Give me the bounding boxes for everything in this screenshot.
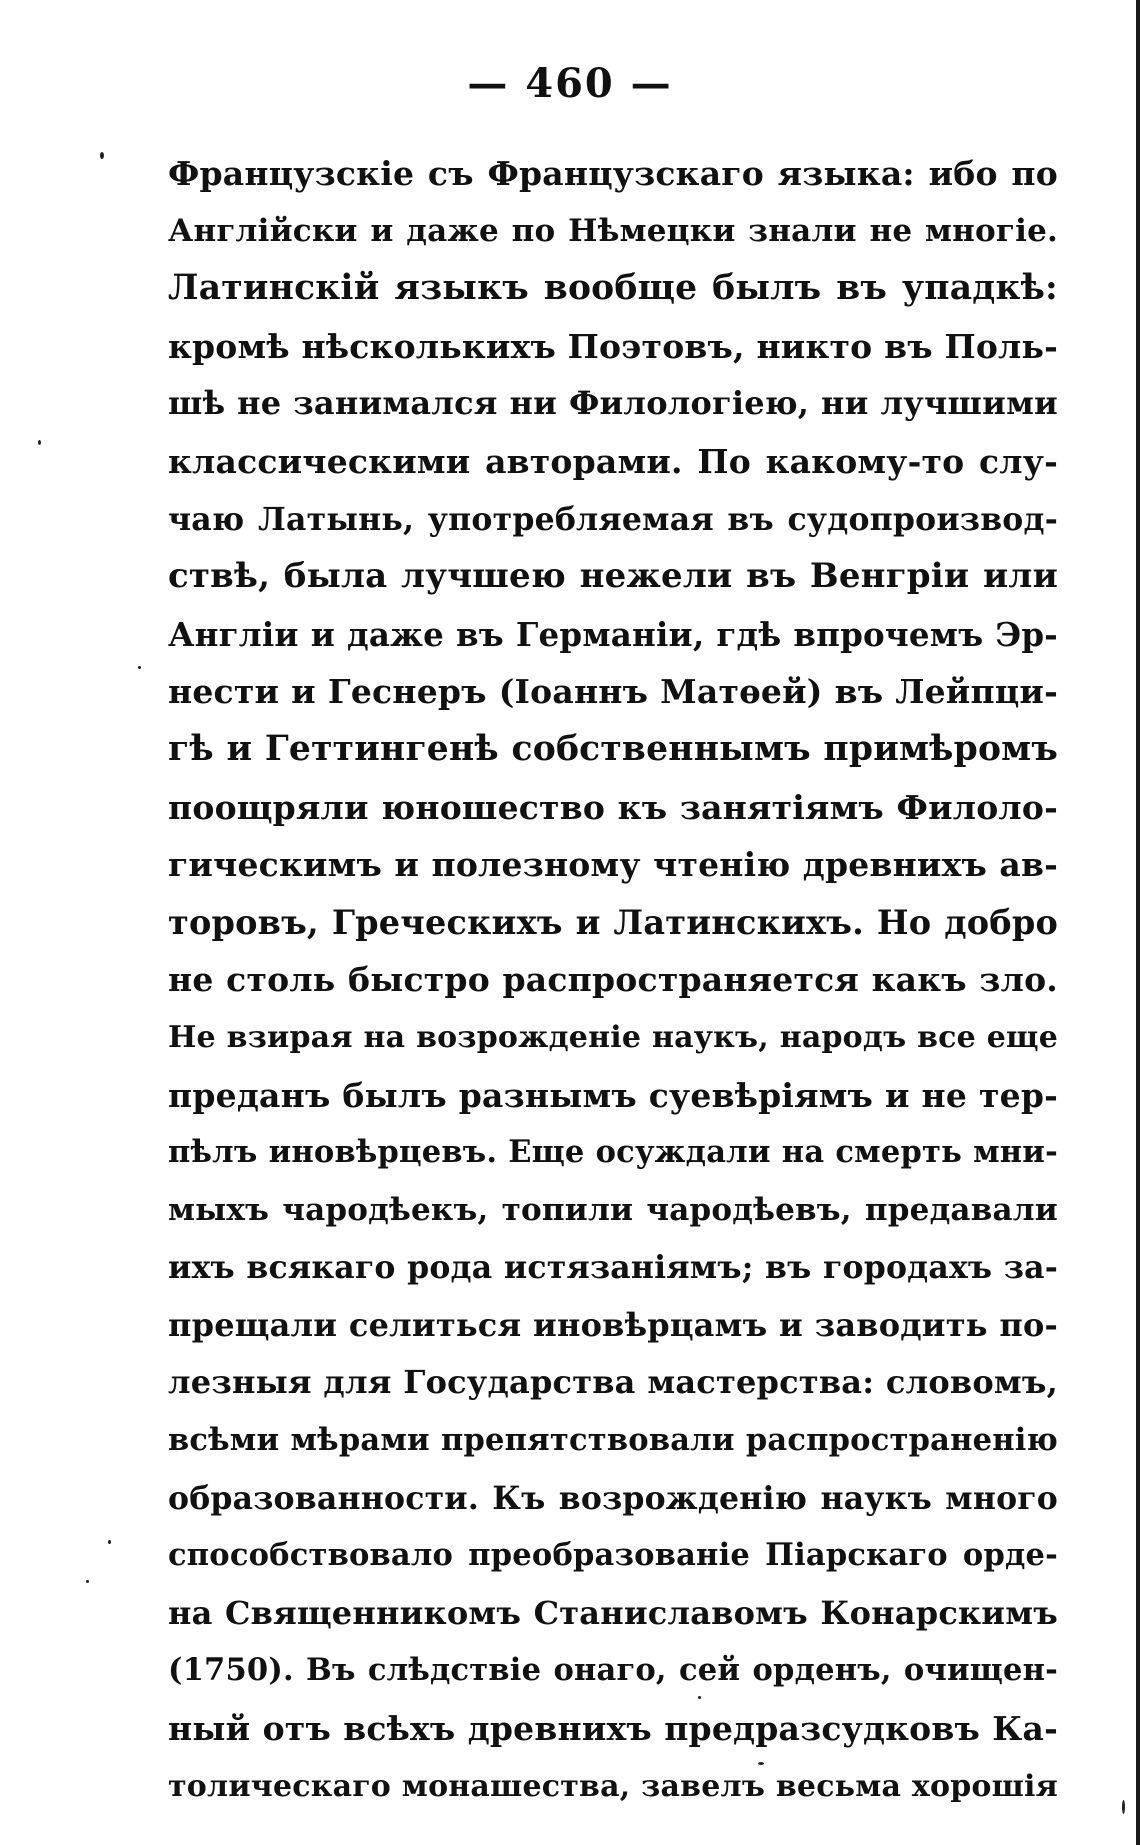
text-line: ный отъ всѣхъ древнихъ предразсудковъ Ка- — [168, 1709, 1058, 1749]
text-line: способствовало преобразованіе Піарскаго орде- — [168, 1537, 1058, 1574]
text-line: прещали селиться иновѣрцамъ и заводить по- — [168, 1305, 1058, 1344]
text-line: Англійски и даже по Нѣмецки знали не многіе. — [168, 212, 1058, 249]
text-line: торовъ, Греческихъ и Латинскихъ. Но добро — [168, 902, 1058, 942]
scan-speck — [100, 152, 104, 159]
text-line: классическими авторами. По какому-то слу- — [168, 441, 1058, 481]
page-number: — 460 — — [467, 60, 673, 107]
text-line: Французскіе съ Французскаго языка: ибо по — [168, 154, 1058, 193]
body-text — [168, 145, 1058, 1815]
scan-speck — [698, 1696, 701, 1699]
page-edge-shadow — [1136, 0, 1140, 1845]
text-line: (1750). Въ слѣдствіе онаго, сей орденъ, очищен- — [168, 1652, 1058, 1689]
scan-speck — [138, 666, 141, 669]
text-line: гическимъ и полезному чтенію древнихъ ав- — [168, 845, 1058, 885]
text-line: ихъ всякаго рода истязаніямъ; въ городахъ за- — [168, 1249, 1058, 1287]
text-line: не столь быстро распространяется какъ зло. — [168, 960, 1058, 1000]
scan-speck — [1122, 1800, 1125, 1814]
scan-speck — [758, 1762, 764, 1765]
text-line: шѣ не занимался ни Филологіею, ни лучшими — [168, 384, 1058, 423]
text-line: чаю Латынь, употребляемая въ судопроизвод- — [168, 500, 1058, 538]
text-line: ствѣ, была лучшею нежели въ Венгріи или — [168, 556, 1058, 597]
text-line: гѣ и Геттингенѣ собственнымъ примѣромъ — [168, 728, 1058, 769]
text-line: Не взирая на возрожденіе наукъ, народъ все еще — [168, 1019, 1058, 1055]
text-line: Латинскій языкъ вообще былъ въ упадкѣ: — [168, 268, 1058, 309]
text-line: Англіи и даже въ Германіи, гдѣ впрочемъ Эр- — [168, 614, 1058, 654]
scan-speck — [108, 1540, 111, 1544]
text-line: толическаго монашества, завелъ весьма хорошія — [168, 1768, 1058, 1804]
text-line: пѣлъ иновѣрцевъ. Еще осуждали на смерть мни- — [168, 1134, 1058, 1171]
text-line: лезныя для Государства мастерства: словомъ, — [168, 1363, 1058, 1402]
text-line: преданъ былъ разнымъ суевѣріямъ и не тер- — [168, 1075, 1058, 1115]
scan-speck — [86, 1580, 89, 1583]
text-line: всѣми мѣрами препятствовали распространенію — [168, 1422, 1058, 1459]
text-line: образованности. Къ возрожденію наукъ много — [168, 1479, 1058, 1517]
text-line: на Священникомъ Станиславомъ Конарскимъ — [168, 1593, 1058, 1632]
text-line: поощряли юношество къ занятіямъ Филоло- — [168, 787, 1058, 827]
scan-speck — [38, 440, 41, 445]
text-line: кромѣ нѣсколькихъ Поэтовъ, никто въ Поль- — [168, 326, 1058, 366]
text-line: мыхъ чародѣекъ, топили чародѣевъ, предавали — [168, 1191, 1058, 1228]
text-line: нести и Геснеръ (Іоаннъ Матѳей) въ Лейпци- — [168, 672, 1058, 712]
